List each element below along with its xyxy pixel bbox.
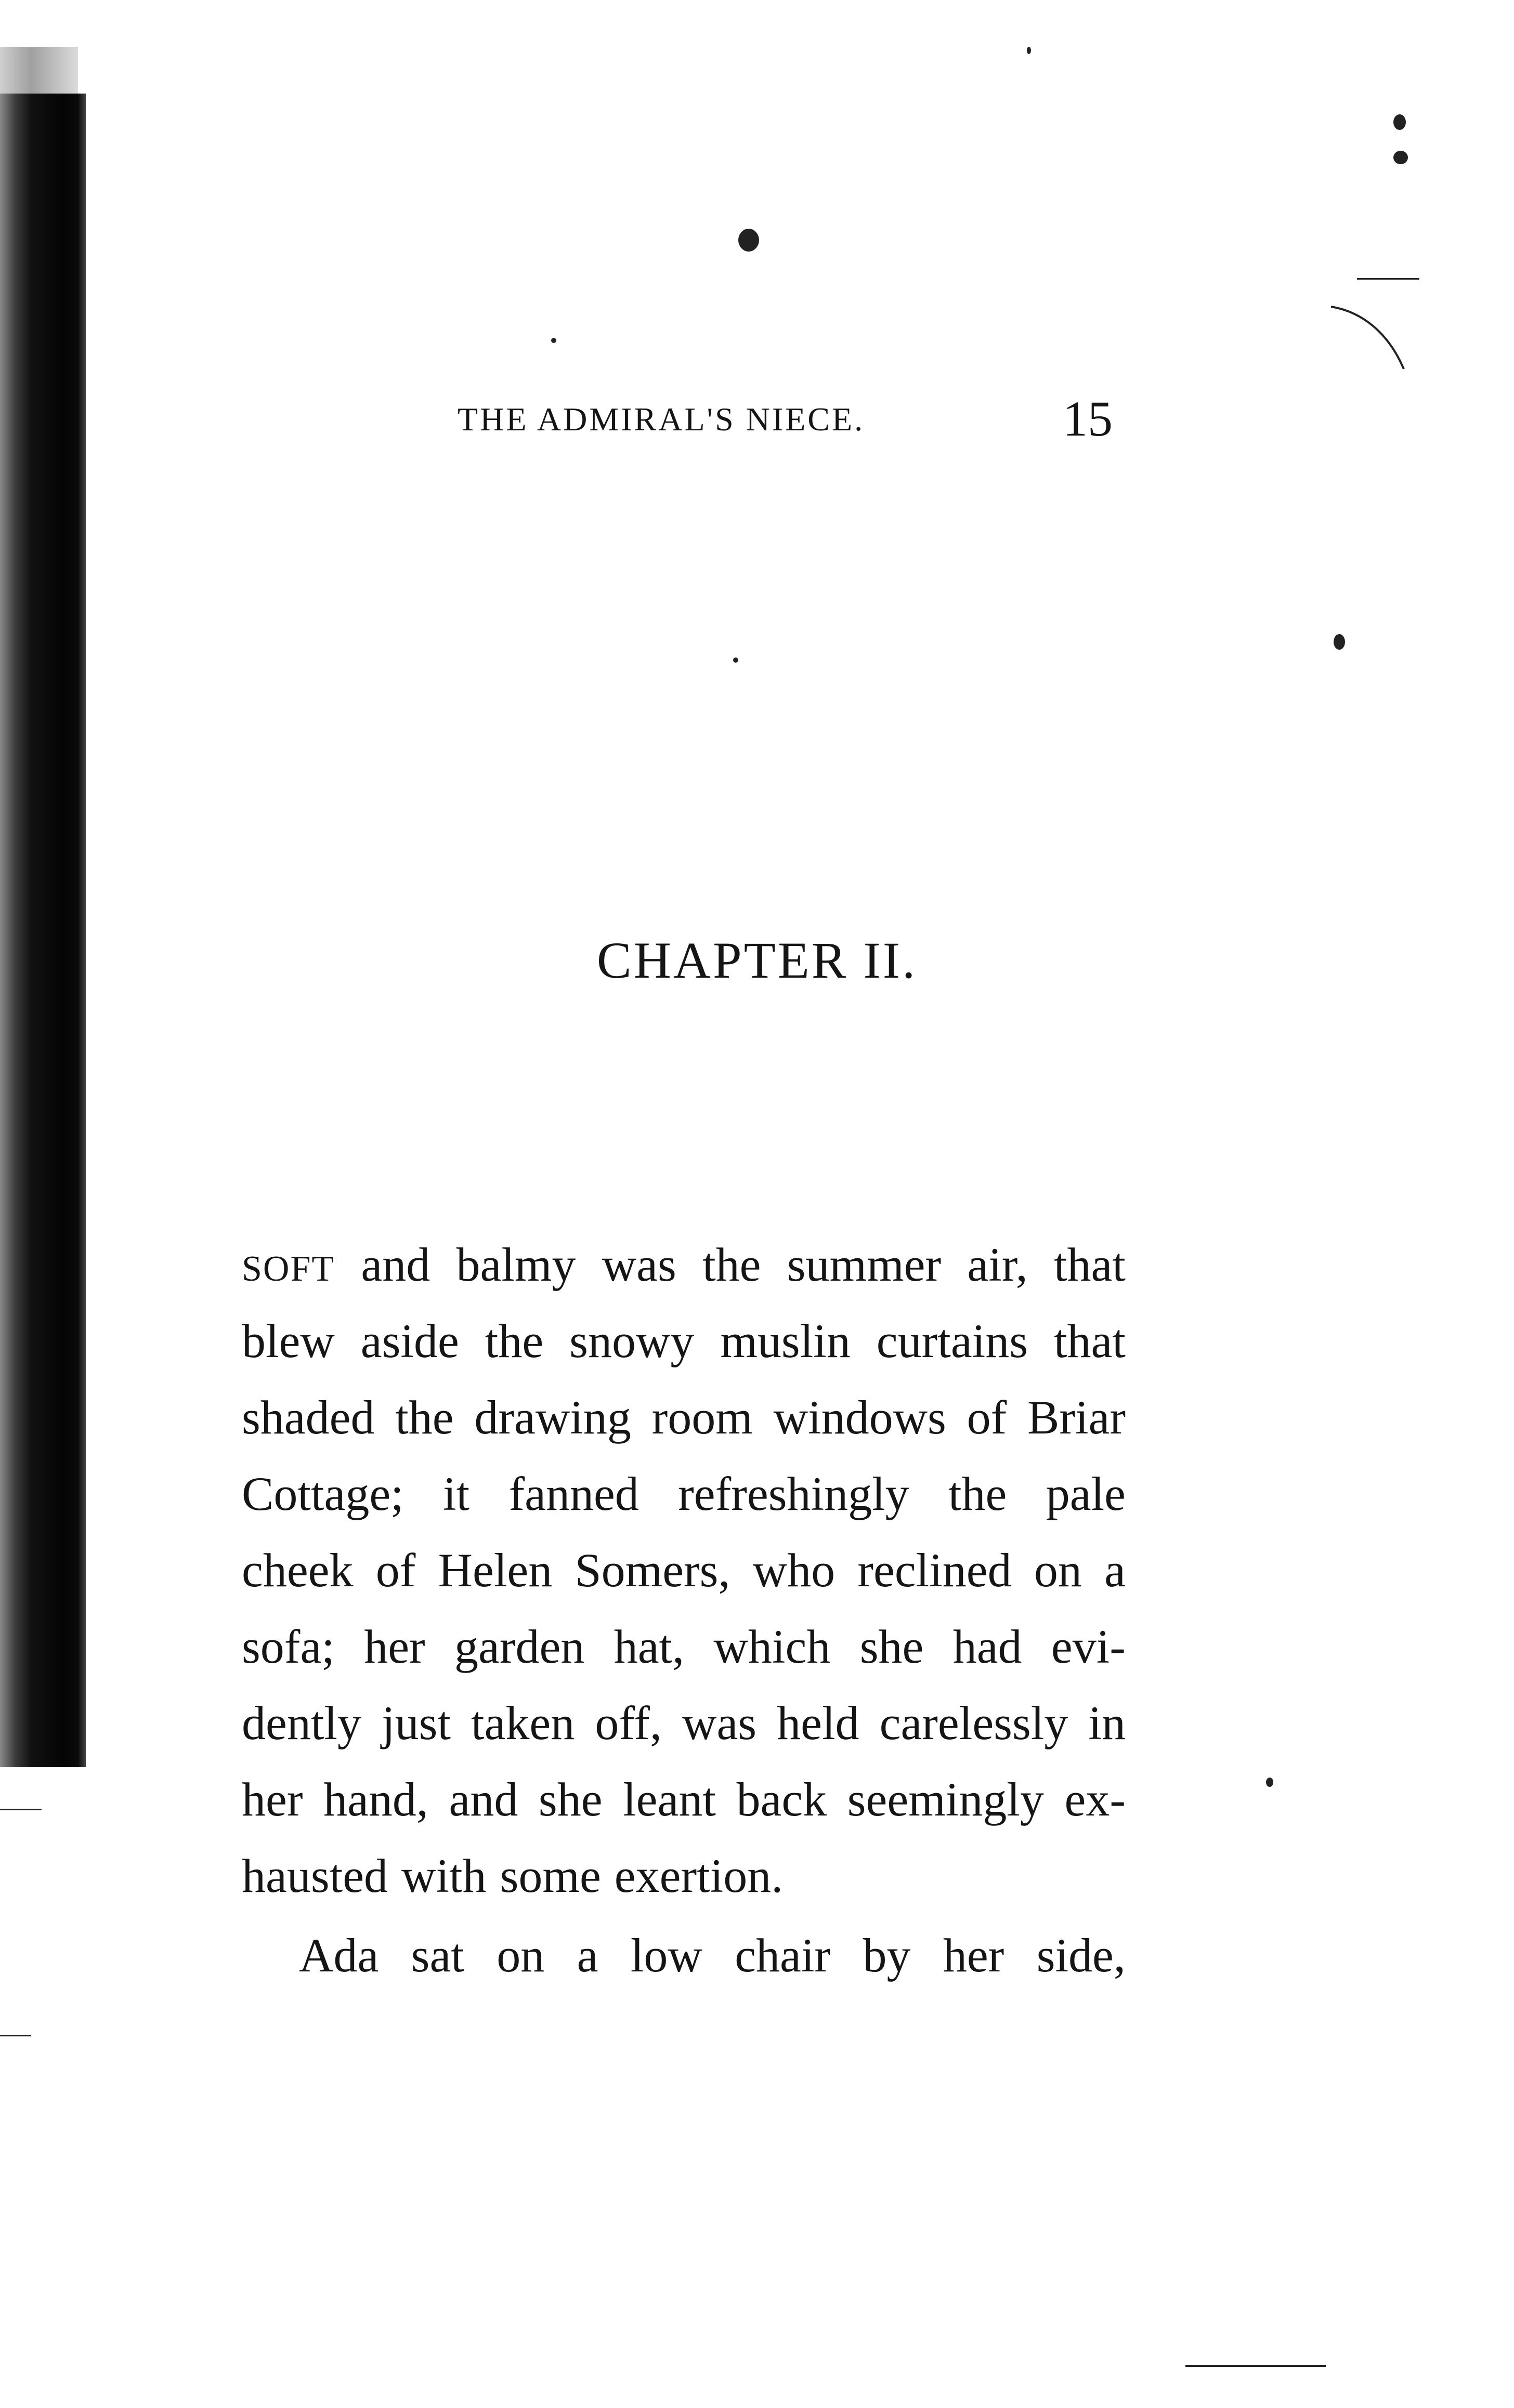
word: her [364,1620,425,1673]
word: in [1088,1696,1126,1749]
page-number: 15 [1063,391,1113,446]
word: and [449,1773,518,1826]
scan-speck [1266,1778,1273,1787]
word: which [713,1620,831,1673]
word: the [702,1238,761,1291]
word: exertion. [614,1849,784,1902]
word: hand, [323,1773,428,1826]
text-line [242,1609,1126,1685]
text-line [242,1838,1126,1914]
word: summer [787,1238,942,1291]
word: of [375,1544,416,1597]
word: her [242,1773,303,1826]
word: with [401,1849,487,1902]
word: she [859,1620,924,1673]
word: refreshingly [678,1467,909,1520]
body-text [242,1227,1126,1994]
word: that [1053,1238,1126,1291]
binding-shadow-top [0,47,78,99]
word: that [1053,1314,1126,1367]
word: back [736,1773,827,1826]
word: hat, [614,1620,685,1673]
word: fanned [508,1467,639,1520]
word: on [1034,1544,1082,1597]
scan-mark [0,1809,42,1810]
word: carelessly [879,1696,1068,1749]
word: the [948,1467,1007,1520]
text-line [242,1303,1126,1379]
text-line [242,1532,1126,1609]
scan-speck [1393,114,1406,130]
word: off, [595,1696,662,1749]
running-head [458,391,1123,457]
word: held [777,1696,859,1749]
word: it [443,1467,470,1520]
word: by [863,1929,911,1982]
scan-speck [1334,634,1345,650]
word: seemingly [847,1773,1044,1826]
text-line [242,1917,1126,1994]
text-line [242,1761,1126,1838]
word: windows [773,1391,946,1444]
scan-curve-mark [1331,291,1409,374]
word: chair [735,1929,831,1982]
word: curtains [876,1314,1028,1367]
scan-mark [1185,2365,1326,2367]
word: who [752,1544,836,1597]
scan-mark [1357,278,1419,280]
word: Briar [1027,1391,1126,1444]
scan-speck [738,229,759,252]
text-line [242,1685,1126,1761]
word: aside [360,1314,459,1367]
word: taken [471,1696,575,1749]
scan-speck [1393,151,1408,164]
word: just [382,1696,451,1749]
word: cheek [242,1544,354,1597]
word: pale [1046,1467,1126,1520]
word: on [497,1929,545,1982]
running-title: THE ADMIRAL'S NIECE. [458,401,865,438]
word: dently [242,1696,361,1749]
word: of [967,1391,1007,1444]
text-line [242,1456,1126,1532]
text-line [242,1379,1126,1456]
word: ex- [1064,1773,1126,1826]
scan-speck [551,338,556,343]
word: her [943,1929,1004,1982]
word: shaded [242,1391,375,1444]
scan-mark [0,2035,31,2036]
small-caps-word: SOFT [242,1249,335,1289]
word: the [485,1314,544,1367]
word: the [395,1391,454,1444]
word: she [538,1773,603,1826]
word: evi- [1051,1620,1126,1673]
word [242,1227,335,1303]
word: was [602,1238,676,1291]
word: side, [1036,1929,1126,1982]
word: sofa; [242,1620,335,1673]
word: snowy [569,1314,695,1367]
word: had [952,1620,1022,1673]
scan-speck [1027,47,1031,54]
word: reclined [857,1544,1012,1597]
word: and [361,1238,430,1291]
word: Helen [438,1544,553,1597]
word: drawing [474,1391,631,1444]
word: was [682,1696,757,1749]
word: room [651,1391,753,1444]
word: air, [967,1238,1028,1291]
word: leant [623,1773,716,1826]
word: a [577,1929,598,1982]
word: Ada [299,1929,379,1982]
word: sat [411,1929,464,1982]
word: garden [454,1620,585,1673]
scan-speck [733,657,738,663]
word: Cottage; [242,1467,404,1520]
chapter-heading: CHAPTER II. [596,931,918,989]
text-line [242,1227,1126,1303]
word: Somers, [575,1544,730,1597]
word: blew [242,1314,335,1367]
word: low [630,1929,702,1982]
word: balmy [456,1238,576,1291]
word: muslin [720,1314,851,1367]
word: some [500,1849,601,1902]
word: a [1104,1544,1126,1597]
word: hausted [242,1849,388,1902]
